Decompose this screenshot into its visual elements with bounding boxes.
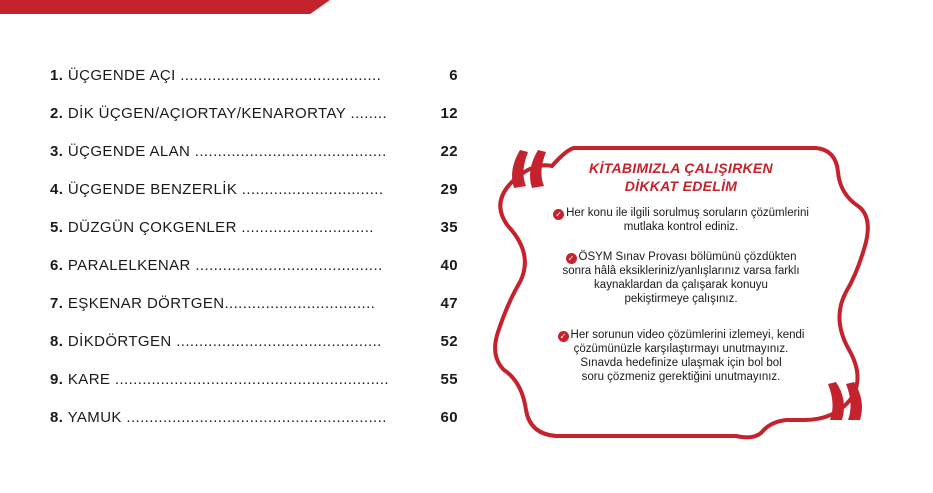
toc-page-number: 22: [440, 143, 458, 160]
check-circle-icon: ✓: [558, 331, 569, 342]
toc-row[interactable]: [50, 286, 458, 324]
tip-item: [526, 206, 836, 234]
toc-leader: .................................: [224, 295, 376, 312]
tip-line: sonra hâlâ eksikleriniz/yanlışlarınız varsa farklı: [562, 265, 800, 277]
toc-number: 3.: [50, 143, 64, 160]
tip-item: [526, 328, 836, 384]
tip-line: pekiştirmeye çalışınız.: [624, 293, 738, 305]
toc-row[interactable]: [50, 96, 458, 134]
toc-title: YAMUK: [67, 409, 122, 426]
toc-row[interactable]: [50, 210, 458, 248]
toc-leader: ........: [345, 105, 388, 122]
toc-title: ÜÇGENDE AÇI: [67, 67, 176, 84]
toc-page-number: 35: [440, 219, 458, 236]
toc-title: PARALELKENAR: [67, 257, 191, 274]
toc-page-number: 52: [440, 333, 458, 350]
toc-page-number: 60: [440, 409, 458, 426]
toc-page-number: 29: [440, 181, 458, 198]
toc-leader: .............................: [236, 219, 374, 236]
tip-line: soru çözmeniz gerektiğini unutmayınız.: [581, 371, 781, 383]
toc-leader: ............................................................: [110, 371, 389, 388]
toc-leader: .........................................................: [121, 409, 387, 426]
toc-row[interactable]: [50, 172, 458, 210]
tip-line: Her sorunun video çözümlerini izlemeyi, kendi: [570, 329, 805, 341]
toc-number: 6.: [50, 257, 64, 274]
toc-title: EŞKENAR DÖRTGEN: [67, 295, 225, 312]
toc-number: 8.: [50, 333, 64, 350]
toc-number: 8.: [50, 409, 64, 426]
check-circle-icon: ✓: [566, 253, 577, 264]
toc-title: DİKDÖRTGEN: [67, 333, 172, 350]
toc-leader: ..........................................: [190, 143, 387, 160]
toc-number: 7.: [50, 295, 64, 312]
tip-line: mutlaka kontrol ediniz.: [623, 221, 739, 233]
toc-leader: ............................................: [175, 67, 382, 84]
check-circle-icon: ✓: [553, 209, 564, 220]
toc-title: DÜZGÜN ÇOKGENLER: [67, 219, 237, 236]
toc-leader: .........................................: [190, 257, 383, 274]
card-title-line2: DİKKAT EDELİM: [624, 178, 738, 194]
toc-page-number: 47: [440, 295, 458, 312]
toc-leader: .............................................: [171, 333, 382, 350]
card-title-line1: KİTABIMIZLA ÇALIŞIRKEN: [589, 160, 773, 176]
study-tips-card: [486, 142, 876, 442]
table-of-contents: [50, 58, 458, 438]
toc-page-number: 6: [449, 67, 458, 84]
toc-row[interactable]: [50, 400, 458, 438]
tip-line: Her konu ile ilgili sorulmuş soruların çözümlerini: [566, 207, 809, 219]
toc-title: ÜÇGENDE BENZERLİK: [67, 181, 238, 198]
tip-item: [526, 250, 836, 306]
toc-leader: ...............................: [237, 181, 384, 198]
toc-page-number: 40: [440, 257, 458, 274]
tip-line: kaynaklardan da çalışarak konuyu: [594, 279, 768, 291]
toc-number: 1.: [50, 67, 64, 84]
toc-number: 9.: [50, 371, 64, 388]
top-accent-band: [0, 0, 330, 14]
toc-page-number: 55: [440, 371, 458, 388]
toc-title: ÜÇGENDE ALAN: [67, 143, 191, 160]
tip-line: Sınavda hedefinize ulaşmak için bol bol: [580, 357, 782, 369]
toc-row[interactable]: [50, 362, 458, 400]
toc-page-number: 12: [440, 105, 458, 122]
toc-row[interactable]: [50, 248, 458, 286]
toc-row[interactable]: [50, 324, 458, 362]
toc-row[interactable]: [50, 58, 458, 96]
toc-title: DİK ÜÇGEN/AÇIORTAY/KENARORTAY: [67, 105, 346, 122]
toc-number: 2.: [50, 105, 64, 122]
toc-title: KARE: [67, 371, 111, 388]
toc-row[interactable]: [50, 134, 458, 172]
toc-number: 5.: [50, 219, 64, 236]
toc-number: 4.: [50, 181, 64, 198]
tip-line: ÖSYM Sınav Provası bölümünü çözdükten: [578, 251, 797, 263]
tip-line: çözümünüzle karşılaştırmayı unutmayınız.: [573, 343, 789, 355]
